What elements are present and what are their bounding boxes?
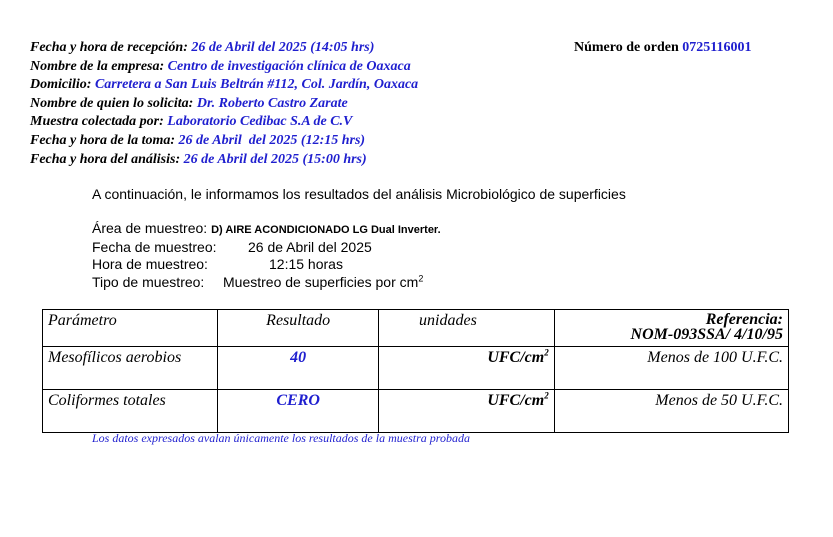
date-value: 26 de Abril del 2025: [248, 239, 372, 256]
row-unit-sup: 2: [544, 390, 549, 401]
collected-label: Muestra colectada por:: [30, 114, 164, 130]
row-parameter: Coliformes totales: [43, 390, 218, 433]
address-line: [30, 76, 490, 95]
address-label: Domicilio:: [30, 77, 92, 93]
type-label: Tipo de muestreo:: [92, 273, 205, 290]
collected-value: Laboratorio Cedibac S.A de C.V: [167, 114, 353, 130]
reference-norm: NOM-093SSA/ 4/10/95: [630, 326, 783, 343]
footer-note: Los datos expresados avalan únicamente los resultados de la muestra probada: [92, 431, 470, 445]
results-table: [42, 309, 789, 433]
time-row: [92, 256, 441, 273]
analysis-label: Fecha y hora del análisis:: [30, 151, 181, 167]
company-label: Nombre de la empresa:: [30, 58, 165, 74]
sampling-label: Fecha y hora de la toma:: [30, 132, 176, 148]
header-units-text: unidades: [419, 312, 477, 329]
row-unit: [379, 390, 555, 433]
type-row: [92, 274, 441, 291]
header-reference: [554, 310, 788, 347]
row-unit-text: UFC/cm: [487, 392, 545, 409]
area-value: D) AIRE ACONDICIONADO LG Dual Inverter.: [211, 224, 441, 236]
requester-value: Dr. Roberto Castro Zarate: [196, 95, 348, 111]
area-row: [92, 220, 441, 239]
order-number: [574, 39, 751, 58]
analysis-value: 26 de Abril del 2025 (15:00 hrs): [183, 151, 367, 167]
table-row: [43, 390, 789, 433]
table-header-row: [43, 310, 789, 347]
row-result: CERO: [218, 390, 379, 433]
area-label: Área de muestreo:: [92, 220, 208, 236]
order-label: Número de orden: [574, 40, 679, 55]
reception-label: Fecha y hora de recepción:: [30, 40, 188, 55]
requester-line: [30, 95, 490, 114]
intro-text: A continuación, le informamos los resultados del análisis Microbiológico de superficies: [92, 186, 626, 202]
time-value: 12:15 horas: [269, 256, 343, 273]
sampling-line: [30, 132, 490, 151]
company-line: [30, 58, 490, 77]
analysis-line: [30, 151, 490, 170]
requester-label: Nombre de quien lo solicita:: [30, 95, 194, 111]
type-sup: 2: [418, 272, 424, 283]
reference-label: Referencia:: [705, 311, 783, 328]
row-unit-text: UFC/cm: [487, 349, 545, 366]
date-label: Fecha de muestreo:: [92, 239, 217, 256]
row-reference: Menos de 50 U.F.C.: [554, 390, 788, 433]
table-row: [43, 347, 789, 390]
type-value: Muestreo de superficies por cm: [223, 273, 419, 290]
reception-value: 26 de Abril del 2025 (14:05 hrs): [191, 40, 375, 55]
order-value: 0725116001: [682, 40, 752, 55]
header-units: [379, 310, 555, 347]
report-header: [30, 39, 490, 169]
address-value: Carretera a San Luis Beltrán #112, Col. Jardín, Oaxaca: [94, 77, 419, 93]
sample-info: [92, 220, 441, 291]
row-unit-sup: 2: [544, 347, 549, 358]
row-unit: [379, 347, 555, 390]
row-parameter: Mesofílicos aerobios: [43, 347, 218, 390]
time-label: Hora de muestreo:: [92, 256, 208, 273]
row-reference: Menos de 100 U.F.C.: [554, 347, 788, 390]
header-parameter: Parámetro: [43, 310, 218, 347]
sampling-value: 26 de Abril del 2025 (12:15 hrs): [178, 132, 366, 148]
collected-line: [30, 113, 490, 132]
date-row: [92, 239, 441, 256]
header-result: Resultado: [218, 310, 379, 347]
company-value: Centro de investigación clínica de Oaxaca: [167, 58, 411, 74]
row-result: 40: [218, 347, 379, 390]
reception-line: [30, 39, 490, 58]
